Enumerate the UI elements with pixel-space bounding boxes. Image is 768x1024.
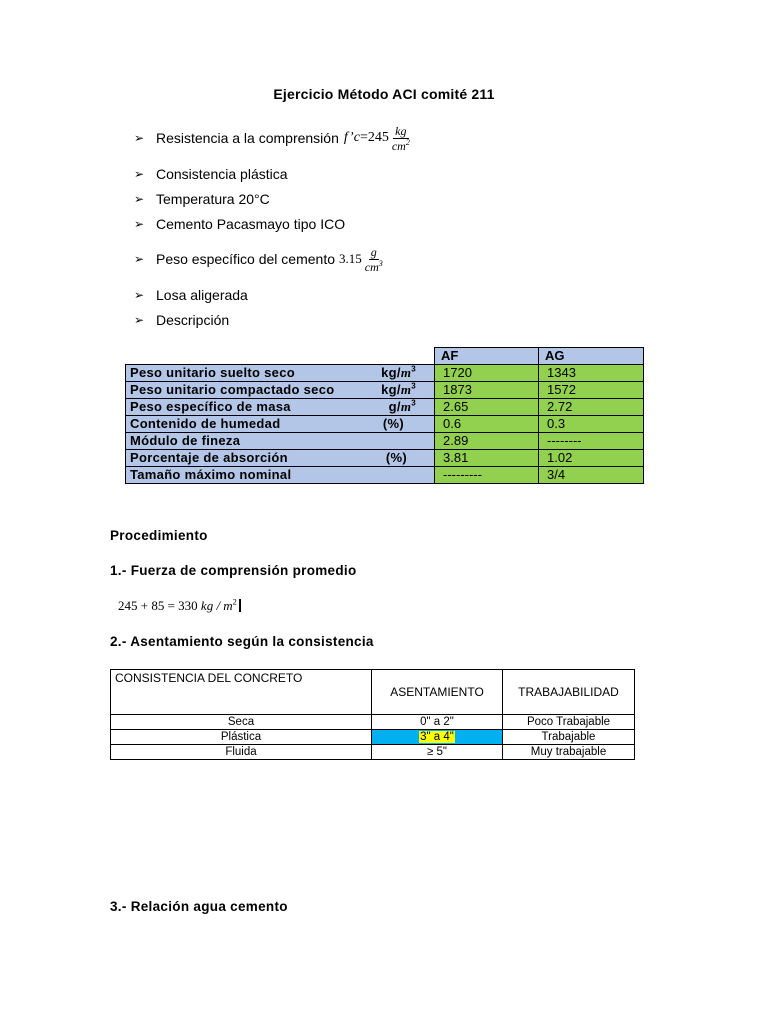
cell-af: 2.89 — [435, 433, 539, 450]
row-label: Contenido de humedad (%) — [126, 416, 435, 433]
table-row — [111, 715, 635, 730]
cell-ag: 1343 — [539, 365, 644, 382]
cell-asentamiento: ≥ 5" — [372, 745, 503, 760]
document-title: Ejercicio Método ACI comité 211 — [273, 86, 495, 102]
table-row — [126, 467, 644, 484]
table-row — [111, 730, 635, 745]
bullet-item-losa — [134, 284, 248, 306]
cell-af: 0.6 — [435, 416, 539, 433]
cell-trabajabilidad: Muy trabajable — [503, 745, 635, 760]
cell-ag: 0.3 — [539, 416, 644, 433]
bullet-text: Consistencia plástica — [156, 166, 288, 182]
table-row — [126, 365, 644, 382]
unit-fraction-kg-cm2: $\frac{kg}{cm^2}$ — [391, 123, 410, 153]
bullet-item-cemento — [134, 213, 345, 235]
row-unit: $kg/m^3$ — [381, 364, 416, 380]
consistency-table — [110, 669, 635, 760]
text-cursor-icon — [239, 599, 241, 612]
cell-asentamiento-highlighted: 3" a 4" — [372, 730, 503, 745]
cell-af: --------- — [435, 467, 539, 484]
bullet-item-peso-especifico — [134, 244, 383, 274]
cell-asentamiento: 0" a 2" — [372, 715, 503, 730]
row-unit: $g/m^3$ — [388, 398, 416, 414]
cell-ag: 1572 — [539, 382, 644, 399]
table-row — [126, 382, 644, 399]
table-header-row — [126, 348, 644, 365]
cell-trabajabilidad: Poco Trabajable — [503, 715, 635, 730]
step1-heading: 1.- Fuerza de comprensión promedio — [110, 563, 357, 578]
table-corner — [126, 348, 435, 365]
step1-equation: 245 + 85 = 330 kg / $m^2$ — [118, 598, 241, 614]
bullet-text: Peso específico del cemento — [156, 251, 335, 267]
cell-af: 1720 — [435, 365, 539, 382]
header-consistencia: CONSISTENCIA DEL CONCRETO — [111, 670, 372, 715]
table-row — [126, 450, 644, 467]
header-af: AF — [435, 348, 539, 365]
procedimiento-heading: Procedimiento — [110, 528, 208, 543]
row-label: Peso unitario suelto seco $kg/m^3$ — [126, 365, 435, 382]
bullet-item-temperatura — [134, 188, 270, 210]
bullet-item-resistencia — [134, 123, 410, 153]
arrow-bullet-icon: ➢ — [134, 217, 145, 231]
row-label: Tamaño máximo nominal — [126, 467, 435, 484]
arrow-bullet-icon: ➢ — [134, 313, 145, 327]
bullet-text: Descripción — [156, 312, 230, 328]
cell-ag: 2.72 — [539, 399, 644, 416]
bullet-text: Resistencia a la comprensión — [156, 130, 339, 146]
row-unit: (%) — [382, 416, 404, 431]
step2-heading: 2.- Asentamiento según la consistencia — [110, 634, 374, 649]
cell-ag: -------- — [539, 433, 644, 450]
cell-consistencia: Plástica — [111, 730, 372, 745]
header-trabajabilidad: TRABAJABILIDAD — [503, 670, 635, 715]
bullet-text: Cemento Pacasmayo tipo ICO — [156, 216, 346, 232]
header-ag: AG — [539, 348, 644, 365]
cell-ag: 3/4 — [539, 467, 644, 484]
table-row — [126, 399, 644, 416]
formula-fc: f’c=245 — [343, 130, 389, 145]
table-row — [126, 433, 644, 450]
cell-consistencia: Fluida — [111, 745, 372, 760]
formula-peso: 3.15 — [339, 251, 362, 266]
row-label: Peso unitario compactado seco $kg/m^3$ — [126, 382, 435, 399]
cell-ag: 1.02 — [539, 450, 644, 467]
unit-fraction-g-cm3: $\frac{g}{cm^3}$ — [364, 244, 383, 274]
arrow-bullet-icon: ➢ — [134, 192, 145, 206]
arrow-bullet-icon: ➢ — [134, 252, 145, 266]
row-unit: $kg/m^3$ — [381, 381, 416, 397]
cell-af: 1873 — [435, 382, 539, 399]
cell-consistencia: Seca — [111, 715, 372, 730]
bullet-text: Losa aligerada — [156, 287, 248, 303]
bullet-item-descripcion — [134, 309, 229, 331]
table-row — [111, 745, 635, 760]
row-unit: (%) — [385, 450, 407, 465]
arrow-bullet-icon: ➢ — [134, 288, 145, 302]
header-asentamiento: ASENTAMIENTO — [372, 670, 503, 715]
row-label: Módulo de fineza — [126, 433, 435, 450]
row-label: Porcentaje de absorción (%) — [126, 450, 435, 467]
cell-trabajabilidad: Trabajable — [503, 730, 635, 745]
bullet-text: Temperatura 20°C — [156, 191, 270, 207]
bullet-item-consistencia — [134, 163, 288, 185]
cell-af: 2.65 — [435, 399, 539, 416]
table-header-row — [111, 670, 635, 715]
arrow-bullet-icon: ➢ — [134, 167, 145, 181]
aggregate-properties-table — [125, 347, 644, 484]
row-label: Peso específico de masa $g/m^3$ — [126, 399, 435, 416]
step3-heading: 3.- Relación agua cemento — [110, 899, 288, 914]
arrow-bullet-icon: ➢ — [134, 131, 145, 145]
table-row — [126, 416, 644, 433]
cell-af: 3.81 — [435, 450, 539, 467]
